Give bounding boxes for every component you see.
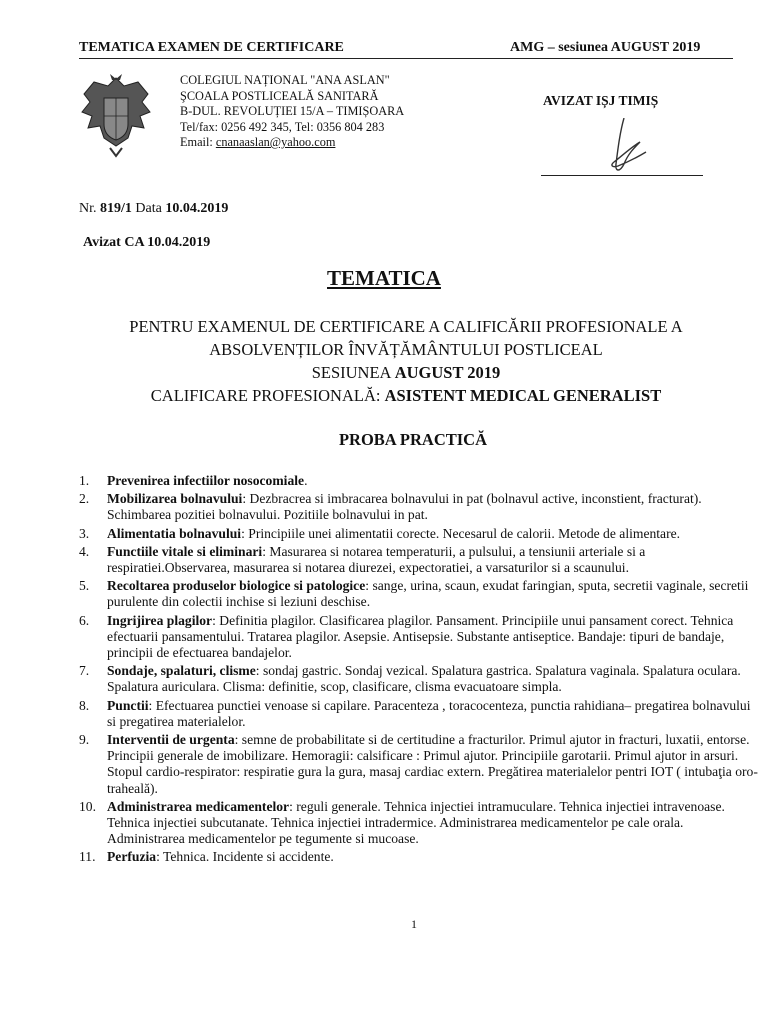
item-text: : Definitia plagilor. Clasificarea plagilor. Pansament. Principiile unui pansament corect. Tehnica efectuarii pansamentului. Tratarea plagilor. Asepsie. Antisepsie. Substante antiseptice. Bandaje: tipuri de bandaje, principii de efectuarea bandajelor. xyxy=(107,612,734,661)
item-title: Mobilizarea bolnavului xyxy=(107,491,243,507)
data-label: Data xyxy=(135,201,162,216)
item-number: 10. xyxy=(79,798,96,814)
topics-list xyxy=(79,473,759,868)
item-text: : Efectuarea punctiei venoase si capilare. Paracenteza , toracocenteza, punctia rahidiana– pregatirea bolnavului si pregatirea materialelor. xyxy=(107,697,751,729)
item-number: 5. xyxy=(79,578,90,594)
item-text: : Masurarea si notarea temperaturii, a pulsului, a tensiunii arteriale si a respiratiei.Observarea, masurarea si notarea diurezei, expectoratiei, a varsaturilor si a scaunului. xyxy=(107,543,646,576)
institution-block xyxy=(180,73,404,151)
list-item xyxy=(79,473,759,489)
header-left: TEMATICA EXAMEN DE CERTIFICARE xyxy=(79,40,344,55)
session-label: SESIUNEA xyxy=(311,363,395,382)
list-item xyxy=(79,849,759,865)
nr-label: Nr. xyxy=(79,201,97,216)
subtitle-line-2: ABSOLVENȚILOR ÎNVĂȚĂMÂNTULUI POSTLICEAL xyxy=(209,340,603,359)
list-item xyxy=(79,544,759,576)
list-item xyxy=(79,698,759,730)
item-text: : Dezbracrea si imbracarea bolnavului in pat (bolnavul active, inconstient, fracturat). Schimbarea pozitiei bolnavului. Pozitiile bolnavului in pat. xyxy=(107,491,702,523)
item-title: Perfuzia xyxy=(107,849,157,865)
session-value: AUGUST 2019 xyxy=(394,363,501,382)
item-content xyxy=(107,663,759,695)
item-title: Punctii xyxy=(107,697,149,713)
item-text: : Tehnica. Incidente si accidente. xyxy=(156,849,334,865)
nr-value: 819/1 xyxy=(100,201,132,216)
item-content xyxy=(107,473,759,489)
qualification-value: ASISTENT MEDICAL GENERALIST xyxy=(384,386,662,405)
page-title xyxy=(0,266,768,291)
qualification-label: CALIFICARE PROFESIONALĂ: xyxy=(150,386,385,405)
item-title: Functiile vitale si eliminari xyxy=(107,543,263,559)
section-title: PROBA PRACTICĂ xyxy=(338,430,488,449)
registration-line xyxy=(79,201,228,217)
item-title: Recoltarea produselor biologice si patologice xyxy=(107,578,366,594)
item-title: Administrarea medicamentelor xyxy=(107,798,290,814)
institution-name: COLEGIUL NAȚIONAL "ANA ASLAN" xyxy=(180,73,390,87)
subtitle-line-3 xyxy=(0,362,768,383)
list-item xyxy=(79,578,759,610)
list-item xyxy=(79,613,759,662)
item-number: 7. xyxy=(79,663,90,679)
signature-line xyxy=(541,175,703,176)
item-text: : sange, urina, scaun, exudat faringian, sputa, secretii vaginale, secretii purulente din colectii inchise si leziuni deschise. xyxy=(107,578,749,610)
phone: Tel/fax: 0256 492 345, Tel: 0356 804 283 xyxy=(180,119,385,134)
list-item xyxy=(79,663,759,695)
item-content xyxy=(107,491,759,523)
item-number: 4. xyxy=(79,543,90,559)
signature xyxy=(590,118,660,176)
item-title: Interventii de urgenta xyxy=(107,732,235,748)
item-content xyxy=(107,613,759,662)
item-content xyxy=(107,799,759,848)
address: B-DUL. REVOLUȚIEI 15/A – TIMIȘOARA xyxy=(180,104,405,118)
item-text: : semne de probabilitate si de certitudine a fracturilor. Primul ajutor in fracturi, luxatii, entorse. Principii generale de imobilizare. Hemoragii: calsificare : Primul ajutor. Principiile garotarii. Primul ajutor in arsuri. Stopul cardio-respirator: respiratie gura la gura, masaj cardiac extern. Pregătirea materialelor pentri IOT ( intubaţia oro-traheală). xyxy=(107,732,758,796)
subtitle-line-4 xyxy=(0,385,768,406)
item-content xyxy=(107,698,759,730)
item-title: Alimentatia bolnavului xyxy=(107,525,242,541)
item-title: Ingrijirea plagilor xyxy=(107,612,213,628)
item-number: 8. xyxy=(79,697,90,713)
item-content xyxy=(107,544,759,576)
item-text: . xyxy=(304,473,308,488)
item-content xyxy=(107,849,759,865)
avizat-ca: Avizat CA 10.04.2019 xyxy=(83,235,211,250)
item-content xyxy=(107,526,759,542)
data-value: 10.04.2019 xyxy=(165,201,229,216)
email-link[interactable]: cnanaaslan@yahoo.com xyxy=(215,135,336,149)
item-title: Prevenirea infectiilor nosocomiale xyxy=(107,473,305,488)
item-text: : Principiile unei alimentatii corecte. Necesarul de calorii. Metode de alimentare. xyxy=(241,525,681,541)
item-number: 1. xyxy=(79,473,90,488)
subtitle-line-1: PENTRU EXAMENUL DE CERTIFICARE A CALIFICĂRII PROFESIONALE A xyxy=(129,317,683,336)
page-number: 1 xyxy=(411,917,417,931)
romania-coat-of-arms-icon xyxy=(80,72,152,158)
avizat-isj: AVIZAT IȘJ TIMIȘ xyxy=(543,93,659,108)
email-line xyxy=(180,135,404,151)
header-right: AMG – sesiunea AUGUST 2019 xyxy=(510,40,701,55)
item-content xyxy=(107,578,759,610)
school-name: ŞCOALA POSTLICEALĂ SANITARĂ xyxy=(180,88,379,103)
header-divider xyxy=(79,58,733,59)
list-item xyxy=(79,526,759,542)
list-item xyxy=(79,799,759,848)
item-number: 3. xyxy=(79,525,90,541)
title-text: TEMATICA xyxy=(327,266,441,290)
item-title: Sondaje, spalaturi, clisme xyxy=(107,663,256,679)
email-label: Email: xyxy=(180,135,216,149)
item-content xyxy=(107,732,759,797)
item-number: 11. xyxy=(79,849,96,865)
item-text: : sondaj gastric. Sondaj vezical. Spalatura gastrica. Spalatura vaginala. Spalatura oculara. Spalatura auriculara. Clisma: definitie, scop, clasificare, clisma evacuatoare simpla. xyxy=(107,663,741,695)
item-text: : reguli generale. Tehnica injectiei intramuculare. Tehnica injectiei intravenoase. Tehnica injectiei subcutanate. Tehnica injectiei intradermice. Administrarea medicamentelor pe cale orala. Administrarea medicamentelor pe tegumente si mucoase. xyxy=(107,798,725,847)
item-number: 6. xyxy=(79,612,90,628)
list-item xyxy=(79,732,759,797)
item-number: 9. xyxy=(79,732,90,748)
list-item xyxy=(79,491,759,523)
item-number: 2. xyxy=(79,491,90,507)
